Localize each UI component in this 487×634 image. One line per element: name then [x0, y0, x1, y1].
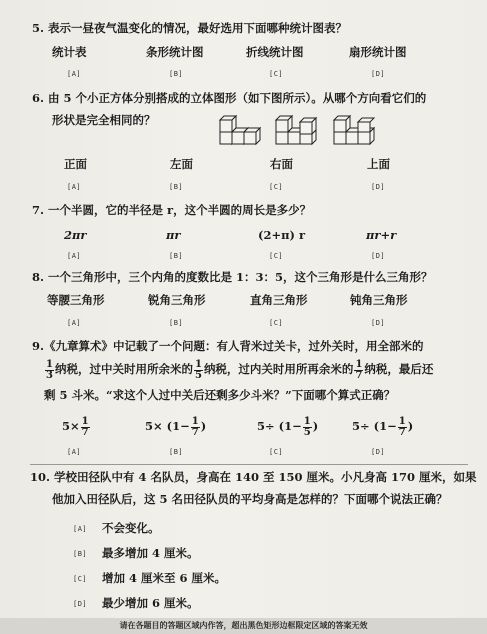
q6-bubble-a[interactable]: [A] — [67, 183, 82, 191]
q6-bubble-b[interactable]: [B] — [169, 183, 184, 191]
q6-bubble-c[interactable]: [C] — [269, 183, 284, 191]
q8-option-b: 锐角三角形 — [148, 293, 206, 307]
q5-option-a: 统计表 — [52, 45, 87, 59]
q10-bubble-b[interactable]: [B] — [73, 550, 88, 558]
q7-option-d: πr+r — [366, 228, 397, 242]
q5-option-c: 折线统计图 — [246, 45, 304, 59]
fraction-one-seventh: $\frac{1}{7}$ — [355, 358, 363, 381]
fraction-one-fifth: $\frac{1}{5}$ — [194, 358, 202, 381]
q10-bubble-c[interactable]: [C] — [73, 575, 88, 583]
q9-line2: $\frac{1}{3}$ 纳税，过中关时用所余米的 $\frac{1}{5}$ 纳税，过内关时用所再余米的 $\frac{1}{7}$ 纳税，最后还 — [46, 358, 434, 381]
q6-bubble-d[interactable]: [D] — [371, 183, 386, 191]
cube-figure-3 — [334, 116, 374, 144]
q8-option-a: 等腰三角形 — [47, 293, 105, 307]
fraction-one-third: $\frac{1}{3}$ — [46, 358, 53, 381]
q7-option-b: πr — [166, 228, 181, 242]
q5-bubble-d[interactable]: [D] — [371, 70, 386, 78]
q5-bubble-a[interactable]: [A] — [67, 70, 82, 78]
q8-bubble-d[interactable]: [D] — [371, 319, 386, 327]
q9-bubble-d[interactable]: [D] — [371, 448, 386, 456]
q7-bubble-d[interactable]: [D] — [371, 252, 386, 260]
q10-option-a: 不会变化。 — [102, 521, 160, 535]
q8-stem: 8. 一个三角形中，三个内角的度数比是 1：3：5，这个三角形是什么三角形？ — [32, 270, 433, 284]
cube-figure-2 — [276, 116, 316, 144]
q9-option-b: 5× (1− $\frac{1}{7}$ ) — [145, 415, 207, 438]
q8-option-d: 钝角三角形 — [350, 293, 408, 307]
q8-option-c: 直角三角形 — [250, 293, 308, 307]
cube-figure-1 — [220, 116, 260, 144]
q9-option-c: 5÷ (1− $\frac{1}{5}$ ) — [257, 415, 319, 438]
q10-option-d: 最少增加 6 厘米。 — [102, 596, 199, 610]
q7-bubble-c[interactable]: [C] — [269, 252, 284, 260]
q7-stem: 7. 一个半圆，它的半径是 r，这个半圆的周长是多少？ — [32, 203, 312, 217]
q7-option-c: (2+π) r — [258, 228, 305, 242]
q5-option-d: 扇形统计图 — [349, 45, 407, 59]
q10-bubble-a[interactable]: [A] — [73, 525, 88, 533]
q9-option-d: 5÷ (1− $\frac{1}{7}$ ) — [352, 415, 414, 438]
q10-option-c: 增加 4 厘米至 6 厘米。 — [102, 571, 227, 585]
q10-line2: 他加入田径队后，这 5 名田径队员的平均身高是怎样的？下面哪个说法正确？ — [52, 492, 448, 506]
q5-bubble-b[interactable]: [B] — [169, 70, 184, 78]
q5-option-b: 条形统计图 — [146, 45, 204, 59]
q8-bubble-a[interactable]: [A] — [67, 319, 82, 327]
footer-notice: 请在各题目的答题区域内作答，超出黑色矩形边框限定区域的答案无效 — [119, 620, 368, 630]
q9-line3: 剩 5 斗米。“求这个人过中关后还剩多少斗米？”下面哪个算式正确？ — [44, 388, 396, 402]
q9-option-a: 5× $\frac{1}{7}$ — [62, 415, 89, 438]
q5-stem: 5. 表示一昼夜气温变化的情况，最好选用下面哪种统计图表？ — [32, 21, 348, 35]
q10-line1: 10. 学校田径队中有 4 名队员，身高在 140 至 150 厘米。小凡身高 170 厘米，如果 — [30, 470, 477, 484]
q9-line1: 9.《九章算术》中记载了一个问题：有人背米过关卡，过外关时，用全部米的 — [32, 339, 424, 353]
q6-option-d: 上面 — [367, 157, 390, 171]
q9-bubble-a[interactable]: [A] — [67, 448, 82, 456]
cube-figures — [218, 106, 388, 150]
q8-bubble-c[interactable]: [C] — [269, 319, 284, 327]
q6-option-c: 右面 — [270, 157, 293, 171]
q6-stem-line2: 形状是完全相同的？ — [52, 113, 156, 127]
section-divider — [30, 464, 468, 465]
q10-bubble-d[interactable]: [D] — [73, 600, 88, 608]
q9-bubble-b[interactable]: [B] — [169, 448, 184, 456]
q6-stem-line1: 6. 由 5 个小正方体分别搭成的立体图形（如下图所示）。从哪个方向看它们的 — [32, 91, 427, 105]
q7-bubble-a[interactable]: [A] — [67, 252, 82, 260]
q5-bubble-c[interactable]: [C] — [269, 70, 284, 78]
q7-bubble-b[interactable]: [B] — [169, 252, 184, 260]
q6-option-a: 正面 — [64, 157, 87, 171]
q6-option-b: 左面 — [170, 157, 193, 171]
q8-bubble-b[interactable]: [B] — [169, 319, 184, 327]
q10-option-b: 最多增加 4 厘米。 — [102, 546, 199, 560]
q9-bubble-c[interactable]: [C] — [269, 448, 284, 456]
q7-option-a: 2πr — [64, 228, 87, 242]
